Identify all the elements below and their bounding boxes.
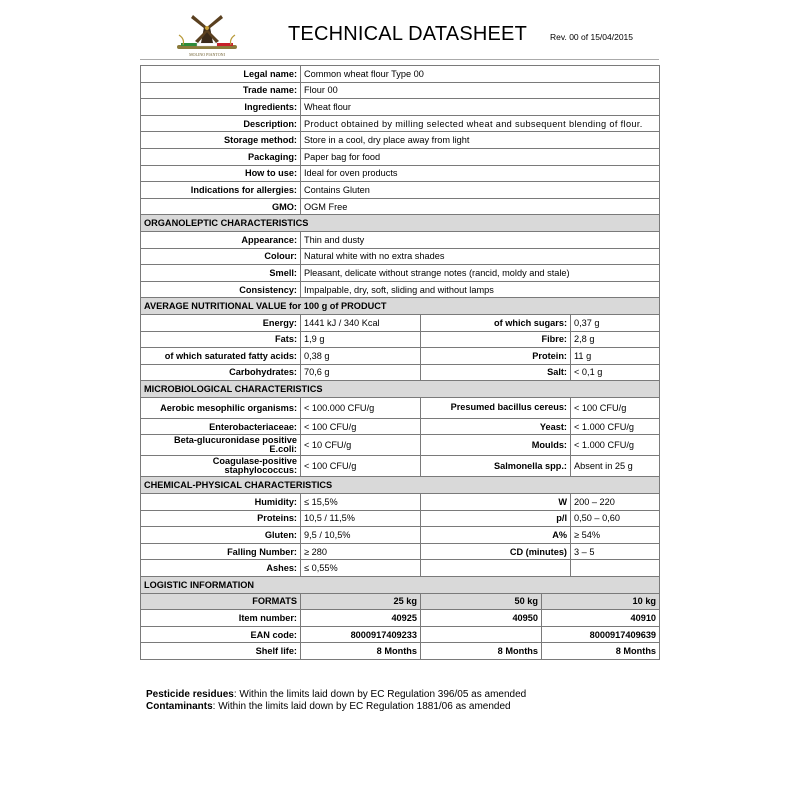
field-label: CD (minutes)	[421, 543, 571, 560]
field-value: Paper bag for food	[301, 148, 660, 165]
field-label: Appearance:	[141, 231, 301, 248]
table-row	[141, 66, 660, 83]
section-header	[141, 298, 660, 315]
section-title: ORGANOLEPTIC CHARACTERISTICS	[141, 215, 660, 232]
field-value: 8 Months	[301, 643, 421, 660]
field-label: Gluten:	[141, 527, 301, 544]
table-row	[141, 435, 660, 456]
field-label: Aerobic mesophilic organisms:	[141, 397, 301, 418]
field-value: < 10 CFU/g	[301, 435, 421, 456]
table-row	[141, 99, 660, 116]
field-label: Fats:	[141, 331, 301, 348]
field-value: < 1.000 CFU/g	[571, 435, 660, 456]
table-row	[141, 527, 660, 544]
revision-label: Rev. 00 of 15/04/2015	[550, 32, 634, 42]
field-label: Enterobacteriaceae:	[141, 418, 301, 435]
field-label: Packaging:	[141, 148, 301, 165]
field-value: Flour 00	[301, 82, 660, 99]
table-row	[141, 543, 660, 560]
table-row	[141, 248, 660, 265]
field-label: of which sugars:	[421, 314, 571, 331]
field-label: Humidity:	[141, 494, 301, 511]
table-row	[141, 610, 660, 627]
field-value: Ideal for oven products	[301, 165, 660, 182]
pesticide-label: Pesticide residues	[146, 689, 234, 700]
field-value: Wheat flour	[301, 99, 660, 116]
field-value: Product obtained by milling selected wheat and subsequent blending of flour.	[301, 115, 660, 132]
field-label: Fibre:	[421, 331, 571, 348]
section-title: LOGISTIC INFORMATION	[141, 577, 660, 594]
field-value: 11 g	[571, 348, 660, 365]
table-row	[141, 364, 660, 381]
field-value: Absent in 25 g	[571, 456, 660, 477]
field-label: Ingredients:	[141, 99, 301, 116]
field-value: < 100 CFU/g	[301, 456, 421, 477]
field-value: 40925	[301, 610, 421, 627]
field-label: How to use:	[141, 165, 301, 182]
field-value: < 1.000 CFU/g	[571, 418, 660, 435]
field-value: Thin and dusty	[301, 231, 660, 248]
document-header	[140, 10, 659, 60]
logo-text: MOLINO PIANTONI	[189, 52, 225, 57]
field-label: Item number:	[141, 610, 301, 627]
format-header: 50 kg	[421, 593, 542, 610]
contaminants-text: : Within the limits laid down by EC Regulation 1881/06 as amended	[212, 701, 511, 712]
field-value: 10,5 / 11,5%	[301, 510, 421, 527]
table-row	[141, 281, 660, 298]
pesticide-note	[146, 689, 526, 701]
field-value: ≥ 280	[301, 543, 421, 560]
formats-header: FORMATS	[141, 593, 301, 610]
page-title: TECHNICAL DATASHEET	[288, 23, 528, 45]
field-label: GMO:	[141, 198, 301, 215]
field-label: Salmonella spp.:	[421, 456, 571, 477]
section-header	[141, 381, 660, 398]
table-row	[141, 348, 660, 365]
table-row	[141, 456, 660, 477]
field-label: of which saturated fatty acids:	[141, 348, 301, 365]
field-value: 200 – 220	[571, 494, 660, 511]
section-title: CHEMICAL-PHYSICAL CHARACTERISTICS	[141, 477, 660, 494]
section-header	[141, 477, 660, 494]
table-row	[141, 182, 660, 199]
field-value: 0,37 g	[571, 314, 660, 331]
table-row	[141, 418, 660, 435]
field-label: Shelf life:	[141, 643, 301, 660]
field-value: 40910	[542, 610, 660, 627]
field-label: Indications for allergies:	[141, 182, 301, 199]
field-label: p/l	[421, 510, 571, 527]
table-row	[141, 115, 660, 132]
field-label: Moulds:	[421, 435, 571, 456]
field-label: EAN code:	[141, 626, 301, 643]
table-row	[141, 148, 660, 165]
logistic-header-row	[141, 593, 660, 610]
section-title: MICROBIOLOGICAL CHARACTERISTICS	[141, 381, 660, 398]
field-value: Pleasant, delicate without strange notes (rancid, moldy and stale)	[301, 265, 660, 282]
contaminants-label: Contaminants	[146, 701, 213, 712]
field-value: 3 – 5	[571, 543, 660, 560]
table-row	[141, 494, 660, 511]
field-label	[421, 560, 571, 577]
field-value: < 0,1 g	[571, 364, 660, 381]
field-label: Storage method:	[141, 132, 301, 149]
table-row	[141, 198, 660, 215]
datasheet-table	[140, 65, 660, 660]
field-value: < 100 CFU/g	[571, 397, 660, 418]
field-value: 2,8 g	[571, 331, 660, 348]
field-label: Energy:	[141, 314, 301, 331]
table-row	[141, 626, 660, 643]
format-header: 25 kg	[301, 593, 421, 610]
format-header: 10 kg	[542, 593, 660, 610]
field-label: Beta-glucuronidase positive E.coli:	[141, 435, 301, 456]
field-value: 1441 kJ / 340 Kcal	[301, 314, 421, 331]
field-label: Smell:	[141, 265, 301, 282]
field-label: Legal name:	[141, 66, 301, 83]
table-row	[141, 643, 660, 660]
field-value: 40950	[421, 610, 542, 627]
field-value: 0,38 g	[301, 348, 421, 365]
field-value	[421, 626, 542, 643]
section-title: AVERAGE NUTRITIONAL VALUE for 100 g of PRODUCT	[141, 298, 660, 315]
table-row	[141, 132, 660, 149]
field-label: Description:	[141, 115, 301, 132]
contaminants-note	[146, 701, 526, 713]
field-value: < 100.000 CFU/g	[301, 397, 421, 418]
field-label: Colour:	[141, 248, 301, 265]
footer-notes	[146, 689, 526, 713]
field-label: Salt:	[421, 364, 571, 381]
table-row	[141, 397, 660, 418]
field-label: Protein:	[421, 348, 571, 365]
section-header	[141, 577, 660, 594]
field-value	[571, 560, 660, 577]
field-label: Yeast:	[421, 418, 571, 435]
table-row	[141, 165, 660, 182]
table-row	[141, 314, 660, 331]
field-label: W	[421, 494, 571, 511]
field-label: Coagulase-positive staphylococcus:	[141, 456, 301, 477]
windmill-logo-icon	[175, 13, 239, 58]
table-row	[141, 231, 660, 248]
field-value: Natural white with no extra shades	[301, 248, 660, 265]
field-label: Proteins:	[141, 510, 301, 527]
field-value: Impalpable, dry, soft, sliding and without lamps	[301, 281, 660, 298]
field-value: 0,50 – 0,60	[571, 510, 660, 527]
field-value: 9,5 / 10,5%	[301, 527, 421, 544]
field-value: ≤ 15,5%	[301, 494, 421, 511]
field-label: Falling Number:	[141, 543, 301, 560]
field-label: A%	[421, 527, 571, 544]
field-label: Trade name:	[141, 82, 301, 99]
field-value: ≤ 0,55%	[301, 560, 421, 577]
field-value: Contains Gluten	[301, 182, 660, 199]
field-value: Common wheat flour Type 00	[301, 66, 660, 83]
field-label: Presumed bacillus cereus:	[421, 397, 571, 418]
table-row	[141, 331, 660, 348]
field-value: OGM Free	[301, 198, 660, 215]
field-label: Ashes:	[141, 560, 301, 577]
field-label: Consistency:	[141, 281, 301, 298]
section-header	[141, 215, 660, 232]
field-value: 8 Months	[421, 643, 542, 660]
field-value: 70,6 g	[301, 364, 421, 381]
field-value: < 100 CFU/g	[301, 418, 421, 435]
table-row	[141, 82, 660, 99]
header-divider	[140, 59, 659, 60]
field-label: Carbohydrates:	[141, 364, 301, 381]
field-value: 1,9 g	[301, 331, 421, 348]
field-value: 8 Months	[542, 643, 660, 660]
table-row	[141, 560, 660, 577]
pesticide-text: : Within the limits laid down by EC Regulation 396/05 as amended	[233, 689, 527, 700]
field-value: Store in a cool, dry place away from light	[301, 132, 660, 149]
field-value: ≥ 54%	[571, 527, 660, 544]
table-row	[141, 265, 660, 282]
field-value: 8000917409233	[301, 626, 421, 643]
field-value: 8000917409639	[542, 626, 660, 643]
table-row	[141, 510, 660, 527]
